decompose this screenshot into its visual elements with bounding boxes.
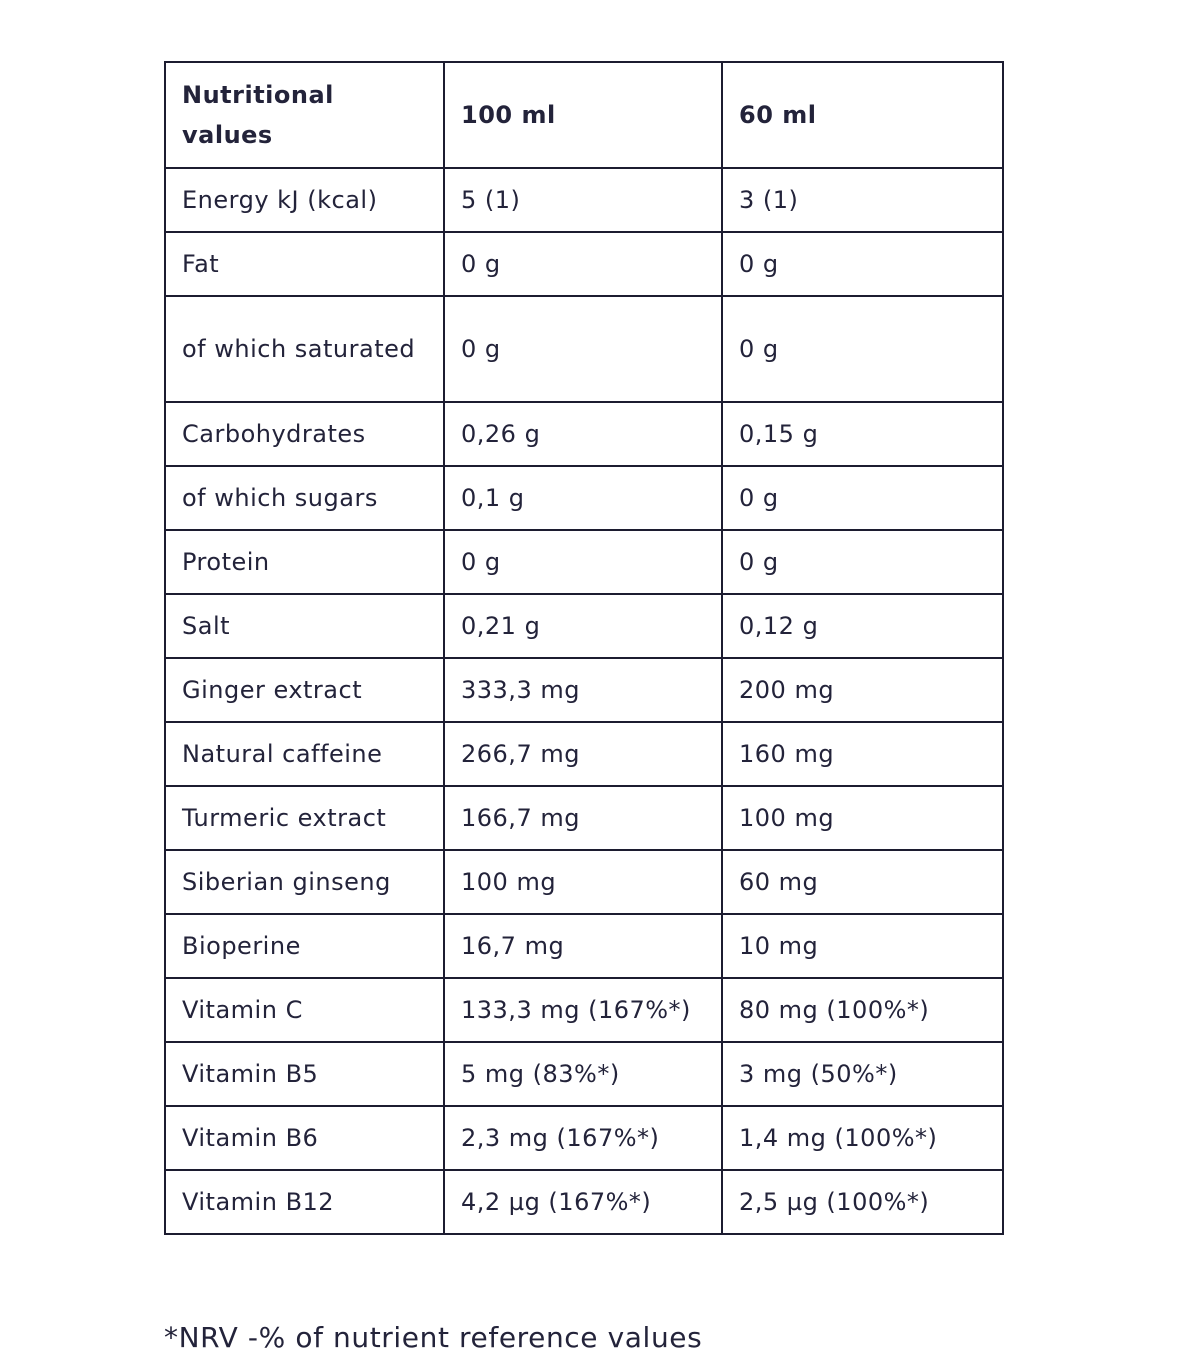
table-row (165, 850, 1003, 914)
row-label: of which sugars (165, 466, 444, 530)
table-row (165, 722, 1003, 786)
value-100ml: 166,7 mg (444, 786, 722, 850)
table-row (165, 1170, 1003, 1234)
row-label: Fat (165, 232, 444, 296)
table-row (165, 530, 1003, 594)
value-60ml: 0 g (722, 466, 1003, 530)
value-100ml: 0 g (444, 232, 722, 296)
row-label: Energy kJ (kcal) (165, 168, 444, 232)
table-row (165, 1042, 1003, 1106)
row-label: Bioperine (165, 914, 444, 978)
row-label: Vitamin B12 (165, 1170, 444, 1234)
row-label: of which saturated (165, 296, 444, 402)
value-60ml: 80 mg (100%*) (722, 978, 1003, 1042)
value-60ml: 10 mg (722, 914, 1003, 978)
value-60ml: 0,12 g (722, 594, 1003, 658)
row-label: Carbohydrates (165, 402, 444, 466)
table-row (165, 466, 1003, 530)
table-row (165, 594, 1003, 658)
value-60ml: 0 g (722, 232, 1003, 296)
value-60ml: 200 mg (722, 658, 1003, 722)
header-nutritional-values: Nutritional values (165, 62, 444, 168)
row-label: Protein (165, 530, 444, 594)
header-100ml: 100 ml (444, 62, 722, 168)
row-label: Vitamin B6 (165, 1106, 444, 1170)
value-60ml: 60 mg (722, 850, 1003, 914)
table-row (165, 786, 1003, 850)
value-60ml: 3 mg (50%*) (722, 1042, 1003, 1106)
value-60ml: 100 mg (722, 786, 1003, 850)
table-row (165, 1106, 1003, 1170)
table-row (165, 978, 1003, 1042)
header-60ml: 60 ml (722, 62, 1003, 168)
table-row (165, 168, 1003, 232)
value-100ml: 0,26 g (444, 402, 722, 466)
nutrition-table (164, 61, 1004, 1235)
value-60ml: 0 g (722, 530, 1003, 594)
table-row (165, 402, 1003, 466)
row-label: Vitamin C (165, 978, 444, 1042)
nrv-footnote: *NRV -% of nutrient reference values (164, 1321, 703, 1354)
value-100ml: 4,2 µg (167%*) (444, 1170, 722, 1234)
value-60ml: 1,4 mg (100%*) (722, 1106, 1003, 1170)
value-60ml: 160 mg (722, 722, 1003, 786)
value-100ml: 16,7 mg (444, 914, 722, 978)
row-label: Turmeric extract (165, 786, 444, 850)
value-100ml: 266,7 mg (444, 722, 722, 786)
row-label: Ginger extract (165, 658, 444, 722)
table-row (165, 914, 1003, 978)
value-100ml: 0 g (444, 296, 722, 402)
value-100ml: 100 mg (444, 850, 722, 914)
table-row (165, 296, 1003, 402)
row-label: Natural caffeine (165, 722, 444, 786)
value-100ml: 133,3 mg (167%*) (444, 978, 722, 1042)
value-100ml: 0,21 g (444, 594, 722, 658)
value-60ml: 2,5 µg (100%*) (722, 1170, 1003, 1234)
row-label: Vitamin B5 (165, 1042, 444, 1106)
value-100ml: 5 (1) (444, 168, 722, 232)
value-60ml: 3 (1) (722, 168, 1003, 232)
value-60ml: 0,15 g (722, 402, 1003, 466)
value-100ml: 0,1 g (444, 466, 722, 530)
table-row (165, 658, 1003, 722)
row-label: Salt (165, 594, 444, 658)
row-label: Siberian ginseng (165, 850, 444, 914)
value-60ml: 0 g (722, 296, 1003, 402)
value-100ml: 0 g (444, 530, 722, 594)
table-row (165, 232, 1003, 296)
table-header-row (165, 62, 1003, 168)
value-100ml: 333,3 mg (444, 658, 722, 722)
value-100ml: 5 mg (83%*) (444, 1042, 722, 1106)
value-100ml: 2,3 mg (167%*) (444, 1106, 722, 1170)
